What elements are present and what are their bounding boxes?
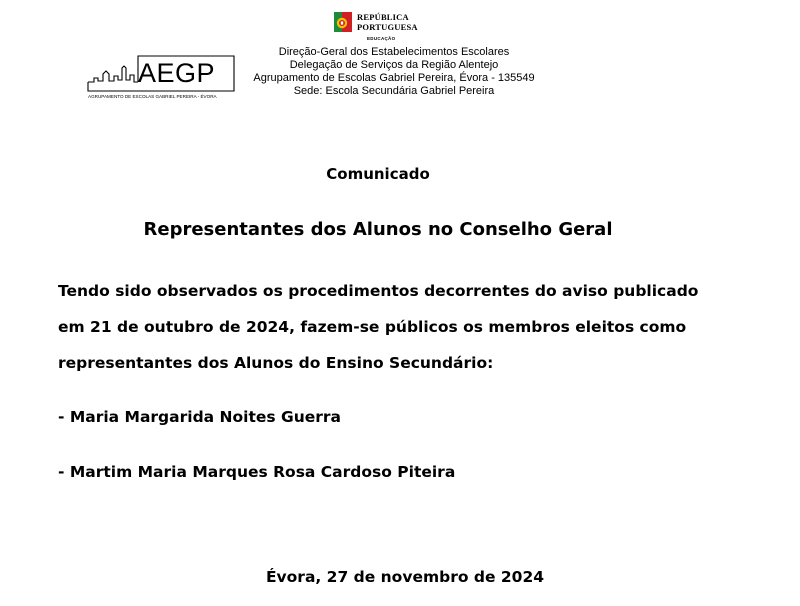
aegp-logo-text: AEGP (138, 58, 216, 88)
institution-line: Delegação de Serviços da Região Alentejo (289, 59, 499, 71)
announcement-paragraph (58, 273, 748, 381)
document-heading: Comunicado (326, 165, 430, 183)
paragraph-line: representantes dos Alunos do Ensino Secundário: (58, 354, 494, 372)
republica-sub-label: EDUCAÇÃO (367, 36, 396, 41)
republica-emblem-icon (334, 12, 354, 34)
dateline: Évora, 27 de novembro de 2024 (265, 568, 545, 586)
aegp-logo (86, 54, 236, 104)
institution-line: Direção-Geral dos Estabelecimentos Escolares (278, 46, 510, 58)
paragraph-line: em 21 de outubro de 2024, fazem-se públicos os membros eleitos como (58, 318, 687, 336)
institution-line: Sede: Escola Secundária Gabriel Pereira (293, 85, 495, 97)
member-item: - Maria Margarida Noites Guerra (58, 408, 342, 426)
republica-line1: REPÚBLICA (357, 12, 409, 22)
letterhead (0, 0, 800, 110)
document-title: Representantes dos Alunos no Conselho Geral (143, 219, 613, 240)
republica-line2: PORTUGUESA (357, 22, 418, 32)
republica-portuguesa-label (357, 12, 418, 32)
institution-line: Agrupamento de Escolas Gabriel Pereira, Évora - 135549 (253, 72, 535, 84)
institution-block (239, 46, 549, 98)
member-item: - Martim Maria Marques Rosa Cardoso Piteira (58, 463, 456, 481)
aegp-logo-subtitle: AGRUPAMENTO DE ESCOLAS GABRIEL PEREIRA - ÉVORA (88, 94, 217, 99)
paragraph-line: Tendo sido observados os procedimentos decorrentes do aviso publicado (58, 282, 699, 300)
